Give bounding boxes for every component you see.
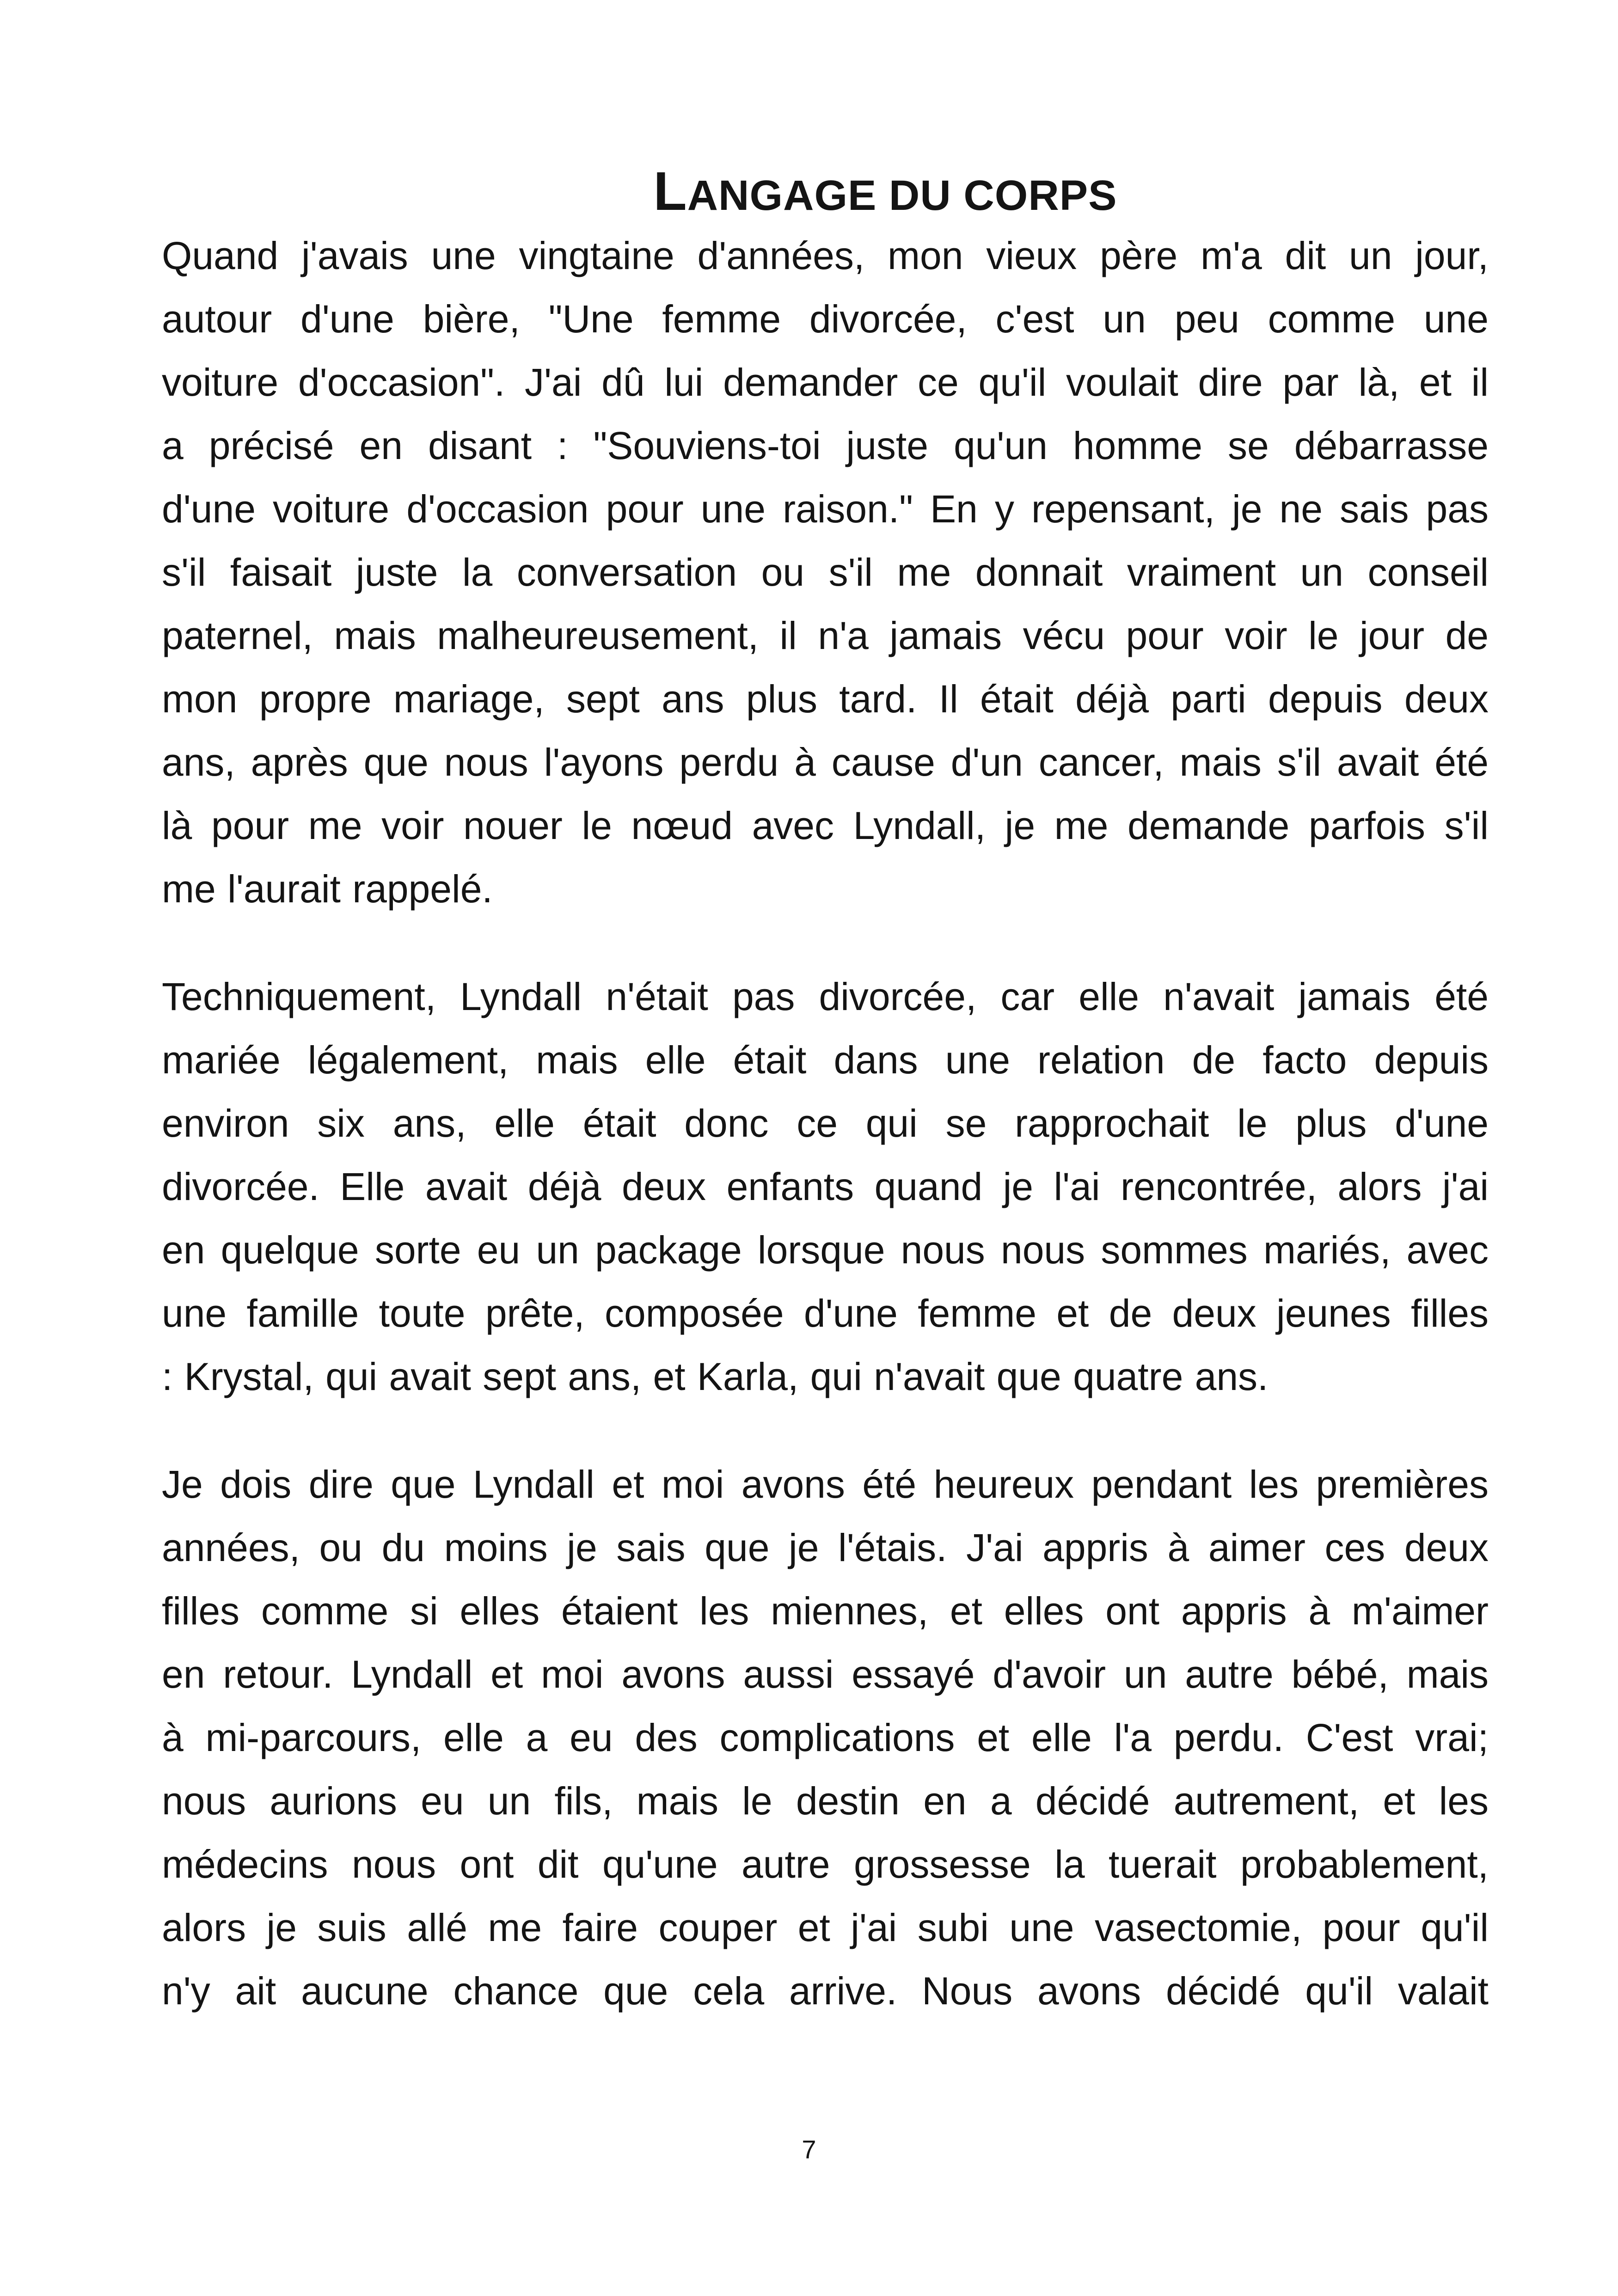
text-line: mon propre mariage, sept ans plus tard. Il était déjà parti depuis deux	[162, 677, 1489, 721]
text-line: médecins nous ont dit qu'une autre grossesse la tuerait probablement,	[162, 1843, 1489, 1886]
chapter-title-initial: L	[653, 161, 687, 222]
text-line: nous aurions eu un fils, mais le destin en a décidé autrement, et les	[162, 1779, 1489, 1823]
text-line: me l'aurait rappelé.	[162, 867, 493, 911]
paragraph-3	[162, 1453, 1489, 2023]
text-line: environ six ans, elle était donc ce qui se rapprochait le plus d'une	[162, 1102, 1489, 1145]
text-line: divorcée. Elle avait déjà deux enfants quand je l'ai rencontrée, alors j'ai	[162, 1165, 1489, 1208]
text-line: en retour. Lyndall et moi avons aussi essayé d'avoir un autre bébé, mais	[162, 1653, 1489, 1696]
chapter-title-rest: ANGAGE DU CORPS	[687, 172, 1117, 220]
text-line: filles comme si elles étaient les miennes, et elles ont appris à m'aimer	[162, 1589, 1489, 1633]
text-line: à mi-parcours, elle a eu des complications et elle l'a perdu. C'est vrai;	[162, 1716, 1489, 1759]
text-line: autour d'une bière, "Une femme divorcée, c'est un peu comme une	[162, 297, 1489, 341]
text-line: d'une voiture d'occasion pour une raison." En y repensant, je ne sais pas	[162, 487, 1489, 531]
text-line: Techniquement, Lyndall n'était pas divorcée, car elle n'avait jamais été	[162, 975, 1489, 1018]
text-line: alors je suis allé me faire couper et j'ai subi une vasectomie, pour qu'il	[162, 1906, 1489, 1949]
paragraph-2	[162, 965, 1489, 1408]
text-line: ans, après que nous l'ayons perdu à cause d'un cancer, mais s'il avait été	[162, 741, 1489, 784]
text-line: en quelque sorte eu un package lorsque nous nous sommes mariés, avec	[162, 1228, 1489, 1272]
body-text	[162, 224, 1489, 2067]
chapter-title	[162, 154, 1489, 233]
text-line: n'y ait aucune chance que cela arrive. Nous avons décidé qu'il valait	[162, 1969, 1489, 2013]
text-line: paternel, mais malheureusement, il n'a jamais vécu pour voir le jour de	[162, 614, 1489, 657]
text-line: voiture d'occasion". J'ai dû lui demander ce qu'il voulait dire par là, et il	[162, 361, 1489, 404]
text-line: Je dois dire que Lyndall et moi avons été heureux pendant les premières	[162, 1463, 1489, 1506]
text-line: là pour me voir nouer le nœud avec Lyndall, je me demande parfois s'il	[162, 804, 1489, 847]
text-line: mariée légalement, mais elle était dans une relation de facto depuis	[162, 1038, 1489, 1082]
text-line: a précisé en disant : "Souviens-toi juste qu'un homme se débarrasse	[162, 424, 1489, 467]
text-line: une famille toute prête, composée d'une femme et de deux jeunes filles	[162, 1292, 1489, 1335]
text-line: années, ou du moins je sais que je l'étais. J'ai appris à aimer ces deux	[162, 1526, 1489, 1569]
text-line: s'il faisait juste la conversation ou s'il me donnait vraiment un conseil	[162, 551, 1489, 594]
text-line: : Krystal, qui avait sept ans, et Karla, qui n'avait que quatre ans.	[162, 1355, 1269, 1398]
page-number: 7	[802, 2135, 816, 2164]
text-line: Quand j'avais une vingtaine d'années, mon vieux père m'a dit un jour,	[162, 234, 1489, 277]
paragraph-1	[162, 224, 1489, 921]
